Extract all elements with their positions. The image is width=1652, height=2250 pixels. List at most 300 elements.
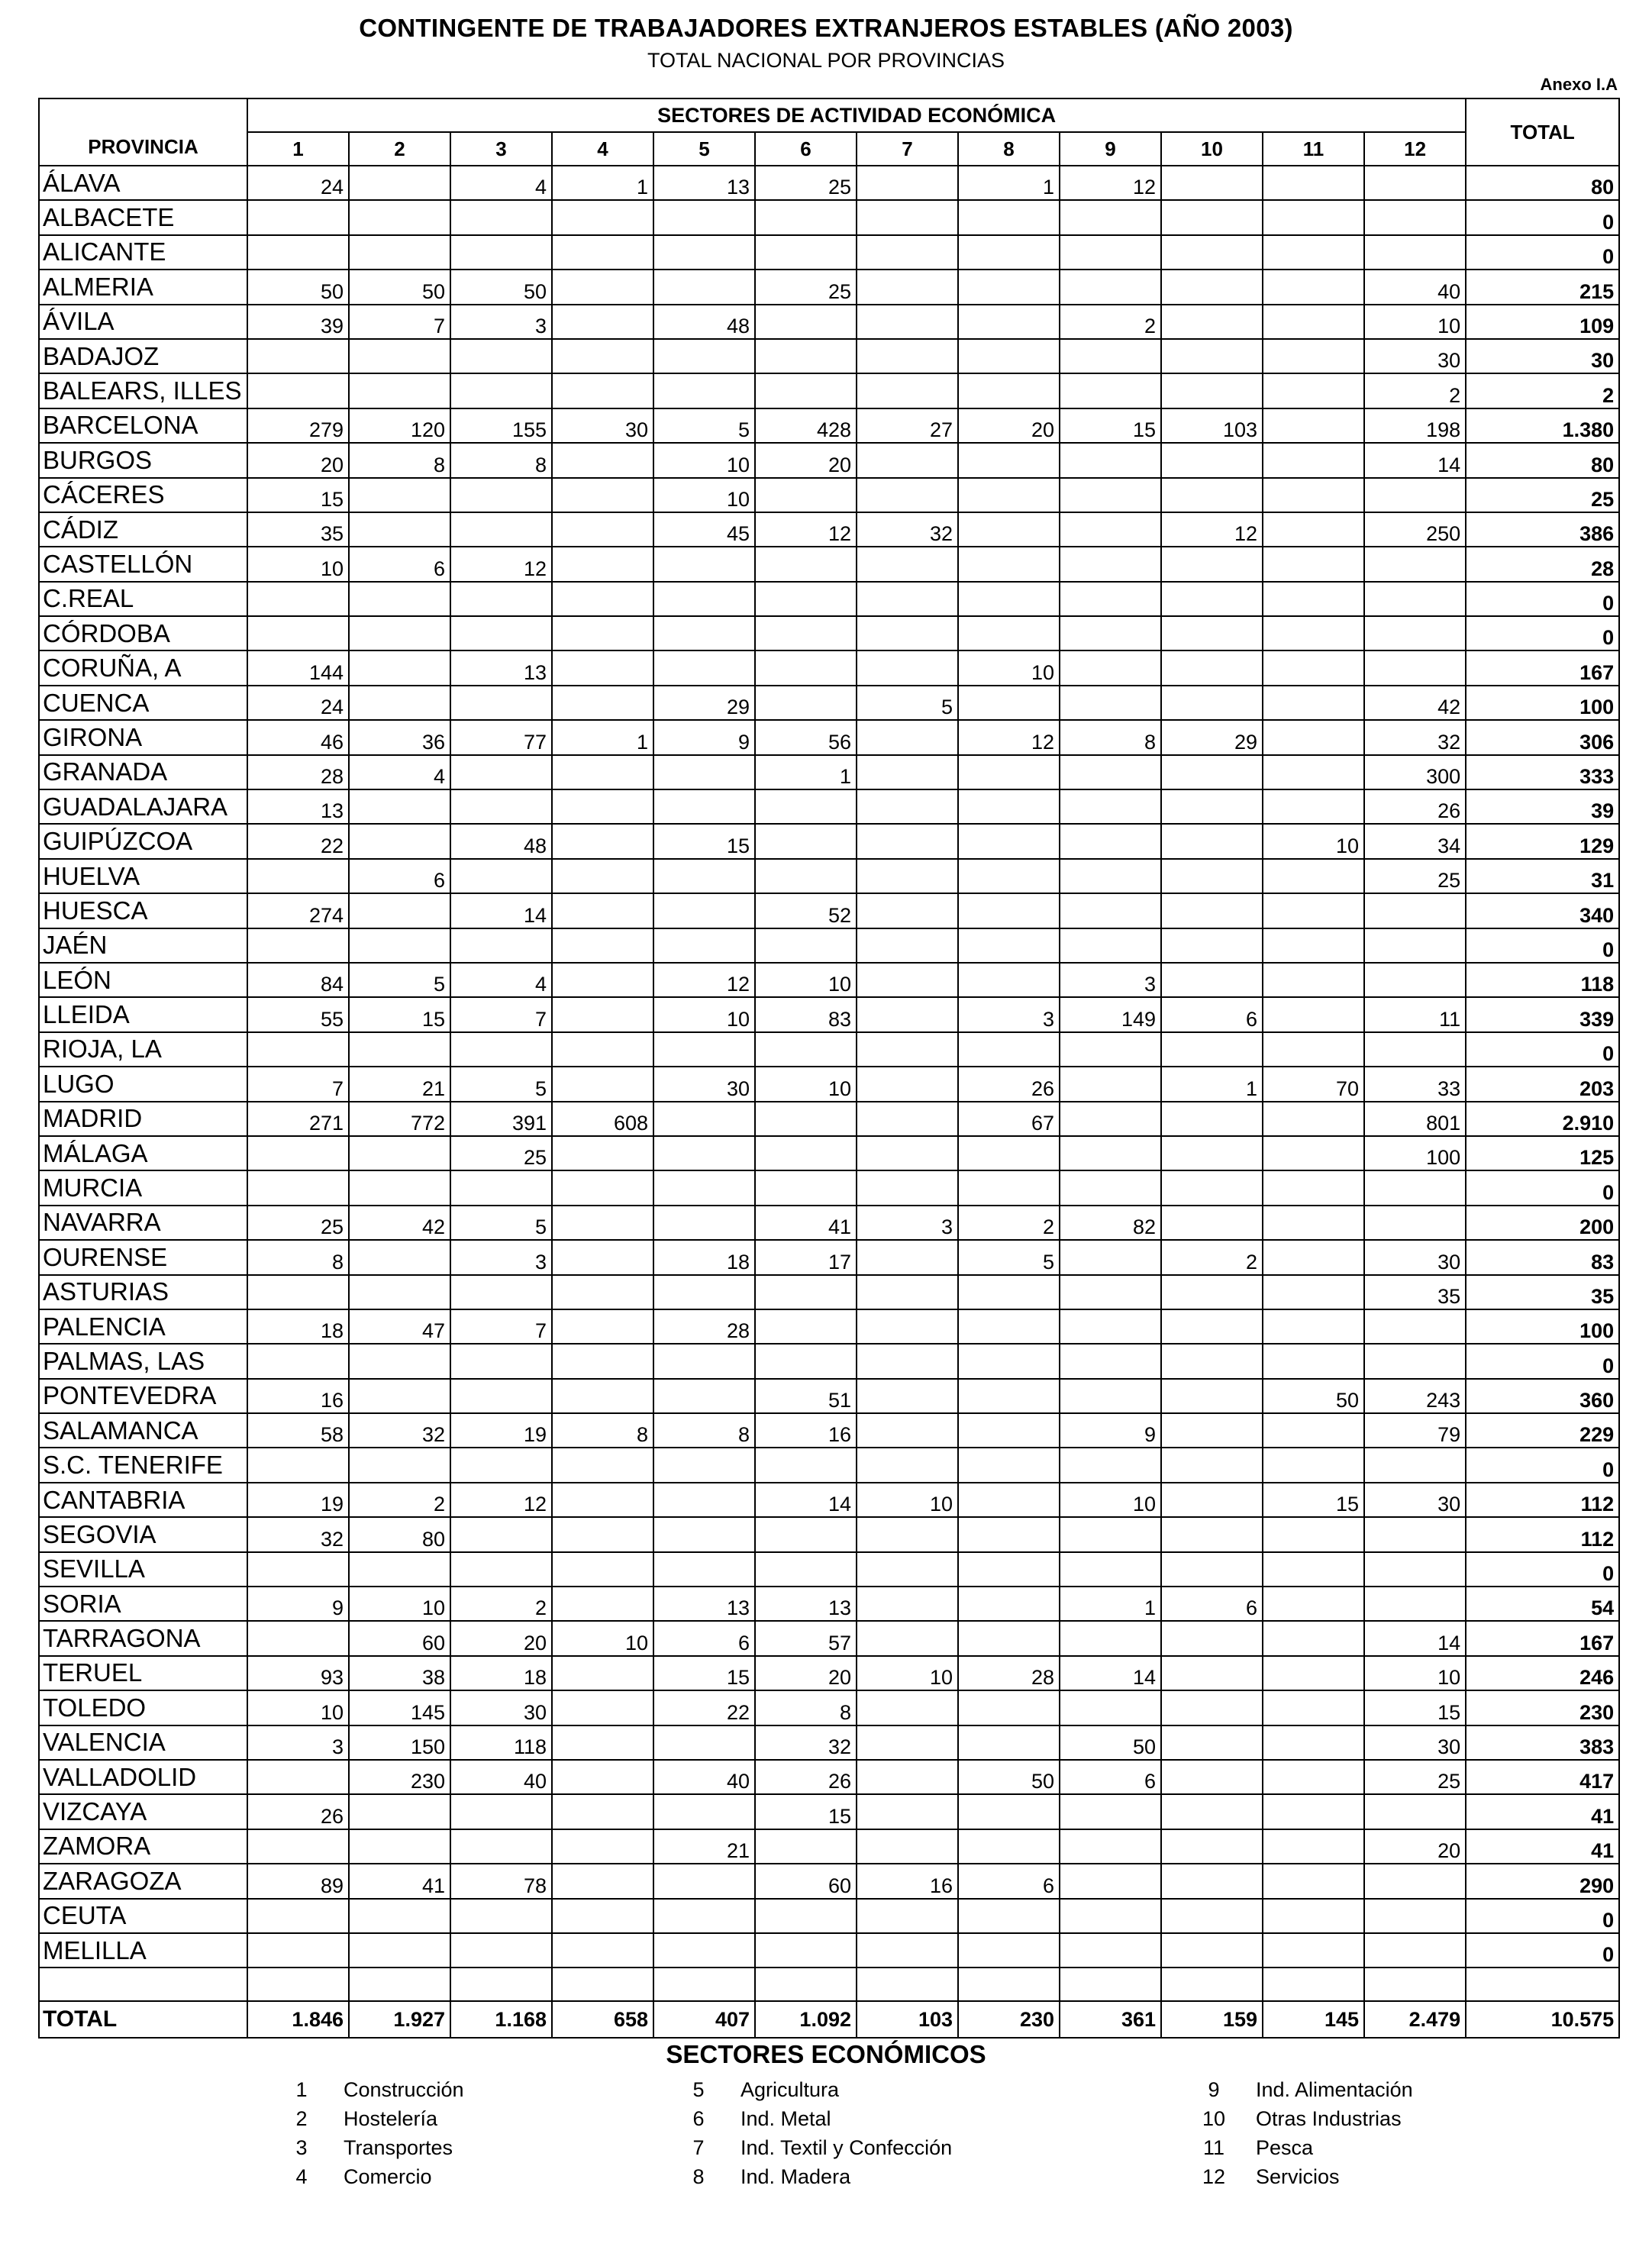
value-cell (1161, 1344, 1263, 1378)
value-cell (1263, 582, 1364, 616)
value-cell: 67 (958, 1102, 1060, 1136)
value-cell (653, 1379, 755, 1413)
value-cell (1161, 1725, 1263, 1760)
value-cell (958, 547, 1060, 581)
value-cell: 13 (450, 650, 552, 685)
value-cell (958, 1933, 1060, 1968)
value-cell (349, 824, 450, 858)
value-cell (1364, 1206, 1466, 1240)
value-cell: 15 (1060, 408, 1161, 443)
table-row (39, 755, 1619, 789)
value-cell (1060, 373, 1161, 408)
value-cell (857, 1275, 958, 1309)
sector-total-cell: 361 (1060, 2001, 1161, 2038)
total-column-header: TOTAL (1466, 98, 1619, 166)
value-cell: 3 (450, 305, 552, 339)
value-cell: 12 (1161, 512, 1263, 547)
value-cell (958, 1829, 1060, 1864)
value-cell (1161, 1690, 1263, 1725)
table-row (39, 824, 1619, 858)
value-cell (552, 928, 653, 963)
value-cell (958, 1587, 1060, 1621)
value-cell (653, 547, 755, 581)
value-cell: 243 (1364, 1379, 1466, 1413)
value-cell (1060, 1067, 1161, 1101)
value-cell (1161, 1170, 1263, 1205)
value-cell (1161, 305, 1263, 339)
sector-number-header: 5 (653, 132, 755, 166)
value-cell: 6 (349, 859, 450, 893)
value-cell (653, 235, 755, 270)
value-cell (1263, 1102, 1364, 1136)
row-total-cell: 54 (1466, 1587, 1619, 1621)
value-cell (653, 893, 755, 928)
value-cell (450, 235, 552, 270)
value-cell: 15 (247, 478, 349, 512)
value-cell (1161, 616, 1263, 650)
table-row (39, 1413, 1619, 1448)
value-cell (552, 1483, 653, 1517)
value-cell (1263, 963, 1364, 997)
value-cell: 10 (653, 997, 755, 1031)
row-total-cell: 246 (1466, 1656, 1619, 1690)
row-total-cell: 31 (1466, 859, 1619, 893)
value-cell: 42 (349, 1206, 450, 1240)
value-cell (755, 686, 857, 720)
value-cell: 36 (349, 720, 450, 754)
blank-cell (755, 1968, 857, 2001)
table-row (39, 582, 1619, 616)
table-row (39, 1275, 1619, 1309)
value-cell (1364, 1899, 1466, 1933)
table-row (39, 1725, 1619, 1760)
value-cell (1060, 512, 1161, 547)
table-row (39, 789, 1619, 824)
value-cell: 5 (349, 963, 450, 997)
value-cell (755, 582, 857, 616)
value-cell: 608 (552, 1102, 653, 1136)
value-cell (653, 1170, 755, 1205)
value-cell (1263, 512, 1364, 547)
value-cell (653, 1933, 755, 1968)
row-total-cell: 0 (1466, 1899, 1619, 1933)
legend-number: 5 (692, 2078, 705, 2101)
value-cell (1161, 1621, 1263, 1655)
value-cell (857, 582, 958, 616)
value-cell (552, 1275, 653, 1309)
value-cell: 1 (552, 166, 653, 200)
province-cell: MÁLAGA (39, 1136, 247, 1170)
value-cell (958, 963, 1060, 997)
table-row (39, 305, 1619, 339)
value-cell: 15 (653, 1656, 755, 1690)
value-cell (958, 1448, 1060, 1482)
value-cell: 83 (755, 997, 857, 1031)
legend-label: Construcción (344, 2078, 464, 2101)
value-cell (1161, 1656, 1263, 1690)
value-cell: 5 (450, 1206, 552, 1240)
province-cell: PALMAS, LAS (39, 1344, 247, 1378)
value-cell (450, 1032, 552, 1067)
row-total-cell: 80 (1466, 166, 1619, 200)
legend-number: 1 (295, 2078, 308, 2101)
value-cell (755, 1933, 857, 1968)
value-cell (1263, 408, 1364, 443)
value-cell (1060, 1899, 1161, 1933)
value-cell: 30 (1364, 1725, 1466, 1760)
value-cell: 18 (653, 1240, 755, 1274)
value-cell (247, 1170, 349, 1205)
value-cell (552, 997, 653, 1031)
value-cell: 30 (1364, 339, 1466, 373)
province-cell: VALLADOLID (39, 1760, 247, 1794)
value-cell (1060, 755, 1161, 789)
value-cell: 772 (349, 1102, 450, 1136)
value-cell (958, 859, 1060, 893)
value-cell (552, 235, 653, 270)
value-cell (857, 1760, 958, 1794)
value-cell (1060, 1275, 1161, 1309)
value-cell (857, 1794, 958, 1829)
value-cell: 8 (552, 1413, 653, 1448)
value-cell (349, 166, 450, 200)
value-cell: 5 (857, 686, 958, 720)
value-cell (958, 1899, 1060, 1933)
table-row (39, 1136, 1619, 1170)
province-cell: S.C. TENERIFE (39, 1448, 247, 1482)
value-cell: 6 (958, 1864, 1060, 1898)
value-cell (349, 512, 450, 547)
value-cell: 12 (958, 720, 1060, 754)
province-cell: CÁDIZ (39, 512, 247, 547)
sectors-column-header: SECTORES DE ACTIVIDAD ECONÓMICA (247, 98, 1466, 132)
value-cell (958, 373, 1060, 408)
blank-cell (1466, 1968, 1619, 2001)
value-cell: 32 (349, 1413, 450, 1448)
value-cell: 300 (1364, 755, 1466, 789)
value-cell (1161, 166, 1263, 200)
sector-total-cell: 103 (857, 2001, 958, 2038)
blank-cell (653, 1968, 755, 2001)
value-cell (1060, 1621, 1161, 1655)
value-cell (349, 686, 450, 720)
legend-number: 3 (295, 2136, 308, 2159)
row-total-cell: 100 (1466, 686, 1619, 720)
value-cell (958, 443, 1060, 477)
blank-cell (39, 1968, 247, 2001)
province-cell: HUELVA (39, 859, 247, 893)
value-cell (1060, 650, 1161, 685)
value-cell (1060, 443, 1161, 477)
value-cell (1060, 339, 1161, 373)
value-cell: 7 (349, 305, 450, 339)
value-cell: 8 (450, 443, 552, 477)
legend-number: 10 (1202, 2107, 1226, 2130)
value-cell (1161, 478, 1263, 512)
value-cell (247, 1136, 349, 1170)
table-row (39, 1690, 1619, 1725)
value-cell (349, 235, 450, 270)
value-cell (1263, 1760, 1364, 1794)
value-cell (1161, 1032, 1263, 1067)
table-row (39, 720, 1619, 754)
value-cell (1161, 1206, 1263, 1240)
sector-total-cell: 1.927 (349, 2001, 450, 2038)
value-cell (857, 997, 958, 1031)
province-cell: TERUEL (39, 1656, 247, 1690)
value-cell (755, 1899, 857, 1933)
value-cell: 48 (450, 824, 552, 858)
table-row (39, 1864, 1619, 1898)
value-cell (755, 373, 857, 408)
value-cell (755, 200, 857, 234)
value-cell (1060, 200, 1161, 234)
value-cell: 6 (1161, 997, 1263, 1031)
value-cell (653, 859, 755, 893)
value-cell (653, 270, 755, 304)
province-cell: OURENSE (39, 1240, 247, 1274)
value-cell (450, 1448, 552, 1482)
value-cell (958, 1379, 1060, 1413)
legend-label: Ind. Alimentación (1256, 2078, 1413, 2101)
value-cell (755, 824, 857, 858)
value-cell: 50 (247, 270, 349, 304)
value-cell: 8 (755, 1690, 857, 1725)
value-cell (857, 1102, 958, 1136)
value-cell: 30 (1364, 1483, 1466, 1517)
legend-label: Ind. Metal (740, 2107, 831, 2130)
value-cell: 20 (755, 1656, 857, 1690)
value-cell (1263, 478, 1364, 512)
value-cell: 120 (349, 408, 450, 443)
value-cell (755, 1829, 857, 1864)
legend-number: 2 (295, 2107, 308, 2130)
value-cell (1060, 1933, 1161, 1968)
row-total-cell: 417 (1466, 1760, 1619, 1794)
row-total-cell: 118 (1466, 963, 1619, 997)
row-total-cell: 0 (1466, 200, 1619, 234)
value-cell: 391 (450, 1102, 552, 1136)
value-cell: 47 (349, 1309, 450, 1344)
value-cell: 20 (450, 1621, 552, 1655)
sector-total-cell: 145 (1263, 2001, 1364, 2038)
value-cell (1060, 1309, 1161, 1344)
value-cell: 33 (1364, 1067, 1466, 1101)
value-cell (857, 547, 958, 581)
row-total-cell: 167 (1466, 1621, 1619, 1655)
row-total-cell: 39 (1466, 789, 1619, 824)
value-cell (958, 339, 1060, 373)
value-cell: 12 (1060, 166, 1161, 200)
value-cell (1263, 755, 1364, 789)
value-cell (552, 305, 653, 339)
value-cell (653, 1483, 755, 1517)
blank-cell (1060, 1968, 1161, 2001)
table-row (39, 1344, 1619, 1378)
value-cell: 6 (349, 547, 450, 581)
value-cell (349, 1136, 450, 1170)
value-cell (857, 1587, 958, 1621)
value-cell: 79 (1364, 1413, 1466, 1448)
row-total-cell: 2 (1466, 373, 1619, 408)
value-cell (857, 1067, 958, 1101)
value-cell: 3 (958, 997, 1060, 1031)
value-cell: 26 (755, 1760, 857, 1794)
value-cell (1161, 270, 1263, 304)
value-cell: 34 (1364, 824, 1466, 858)
value-cell (1263, 1933, 1364, 1968)
province-cell: BURGOS (39, 443, 247, 477)
value-cell (1161, 1379, 1263, 1413)
row-total-cell: 167 (1466, 650, 1619, 685)
province-cell: CEUTA (39, 1899, 247, 1933)
table-row (39, 1760, 1619, 1794)
province-cell: RIOJA, LA (39, 1032, 247, 1067)
value-cell (1060, 1794, 1161, 1829)
value-cell (755, 478, 857, 512)
value-cell: 25 (1364, 1760, 1466, 1794)
value-cell (653, 1517, 755, 1551)
sector-number-header: 2 (349, 132, 450, 166)
value-cell (1364, 1864, 1466, 1898)
row-total-cell: 203 (1466, 1067, 1619, 1101)
value-cell: 428 (755, 408, 857, 443)
value-cell (247, 1933, 349, 1968)
value-cell (1161, 1517, 1263, 1551)
table-row (39, 650, 1619, 685)
value-cell (552, 1344, 653, 1378)
value-cell: 1 (755, 755, 857, 789)
value-cell (958, 1344, 1060, 1378)
row-total-cell: 0 (1466, 1448, 1619, 1482)
value-cell: 24 (247, 686, 349, 720)
blank-cell (857, 1968, 958, 2001)
value-cell (450, 928, 552, 963)
value-cell (958, 1690, 1060, 1725)
row-total-cell: 100 (1466, 1309, 1619, 1344)
value-cell: 13 (247, 789, 349, 824)
sector-number-header: 11 (1263, 132, 1364, 166)
province-cell: MURCIA (39, 1170, 247, 1205)
value-cell (1263, 339, 1364, 373)
value-cell: 46 (247, 720, 349, 754)
value-cell: 274 (247, 893, 349, 928)
value-cell (857, 1032, 958, 1067)
legend-item (275, 2104, 464, 2133)
province-cell: ALICANTE (39, 235, 247, 270)
value-cell (857, 1413, 958, 1448)
value-cell (1263, 616, 1364, 650)
sector-total-cell: 1.092 (755, 2001, 857, 2038)
value-cell: 15 (653, 824, 755, 858)
value-cell (1263, 235, 1364, 270)
value-cell: 7 (450, 997, 552, 1031)
row-total-cell: 0 (1466, 616, 1619, 650)
value-cell: 89 (247, 1864, 349, 1898)
value-cell: 13 (653, 1587, 755, 1621)
value-cell (958, 928, 1060, 963)
value-cell: 15 (349, 997, 450, 1031)
value-cell (1263, 1170, 1364, 1205)
value-cell (958, 200, 1060, 234)
value-cell (653, 1136, 755, 1170)
value-cell (450, 755, 552, 789)
value-cell (1263, 166, 1364, 200)
value-cell (247, 616, 349, 650)
value-cell (1060, 1829, 1161, 1864)
legend-number: 11 (1202, 2136, 1225, 2159)
value-cell: 2 (1364, 373, 1466, 408)
value-cell: 145 (349, 1690, 450, 1725)
value-cell (349, 339, 450, 373)
value-cell (349, 1829, 450, 1864)
value-cell (1263, 686, 1364, 720)
value-cell: 52 (755, 893, 857, 928)
value-cell: 15 (1364, 1690, 1466, 1725)
province-cell: PONTEVEDRA (39, 1379, 247, 1413)
value-cell (450, 1552, 552, 1587)
value-cell (857, 963, 958, 997)
value-cell: 6 (1060, 1760, 1161, 1794)
row-total-cell: 41 (1466, 1794, 1619, 1829)
legend-label: Transportes (344, 2136, 453, 2159)
legend-label: Ind. Madera (740, 2165, 851, 2188)
value-cell (552, 963, 653, 997)
value-cell (1364, 1032, 1466, 1067)
legend-item (672, 2133, 952, 2162)
value-cell: 103 (1161, 408, 1263, 443)
value-cell: 10 (1364, 1656, 1466, 1690)
legend-item (1187, 2104, 1413, 2133)
province-cell: TOLEDO (39, 1690, 247, 1725)
sector-total-cell: 658 (552, 2001, 653, 2038)
province-cell: SALAMANCA (39, 1413, 247, 1448)
value-cell: 14 (1364, 1621, 1466, 1655)
value-cell: 58 (247, 1413, 349, 1448)
value-cell: 10 (552, 1621, 653, 1655)
value-cell (552, 824, 653, 858)
value-cell: 45 (653, 512, 755, 547)
value-cell: 16 (247, 1379, 349, 1413)
value-cell (755, 1136, 857, 1170)
value-cell (1060, 582, 1161, 616)
value-cell (755, 928, 857, 963)
value-cell (450, 686, 552, 720)
value-cell (958, 478, 1060, 512)
legend-title: SECTORES ECONÓMICOS (666, 2040, 986, 2068)
value-cell: 41 (349, 1864, 450, 1898)
value-cell (247, 582, 349, 616)
value-cell (1060, 1102, 1161, 1136)
value-cell (552, 1552, 653, 1587)
value-cell (1364, 1448, 1466, 1482)
value-cell (552, 339, 653, 373)
value-cell (349, 1552, 450, 1587)
table-row (39, 1656, 1619, 1690)
sector-total-cell: 407 (653, 2001, 755, 2038)
value-cell (755, 305, 857, 339)
value-cell: 60 (755, 1864, 857, 1898)
blank-cell (450, 1968, 552, 2001)
province-cell: BALEARS, ILLES (39, 373, 247, 408)
value-cell: 1 (958, 166, 1060, 200)
value-cell (552, 200, 653, 234)
value-cell (1263, 270, 1364, 304)
value-cell (247, 1760, 349, 1794)
value-cell: 5 (653, 408, 755, 443)
value-cell (958, 1136, 1060, 1170)
table-row (39, 1899, 1619, 1933)
